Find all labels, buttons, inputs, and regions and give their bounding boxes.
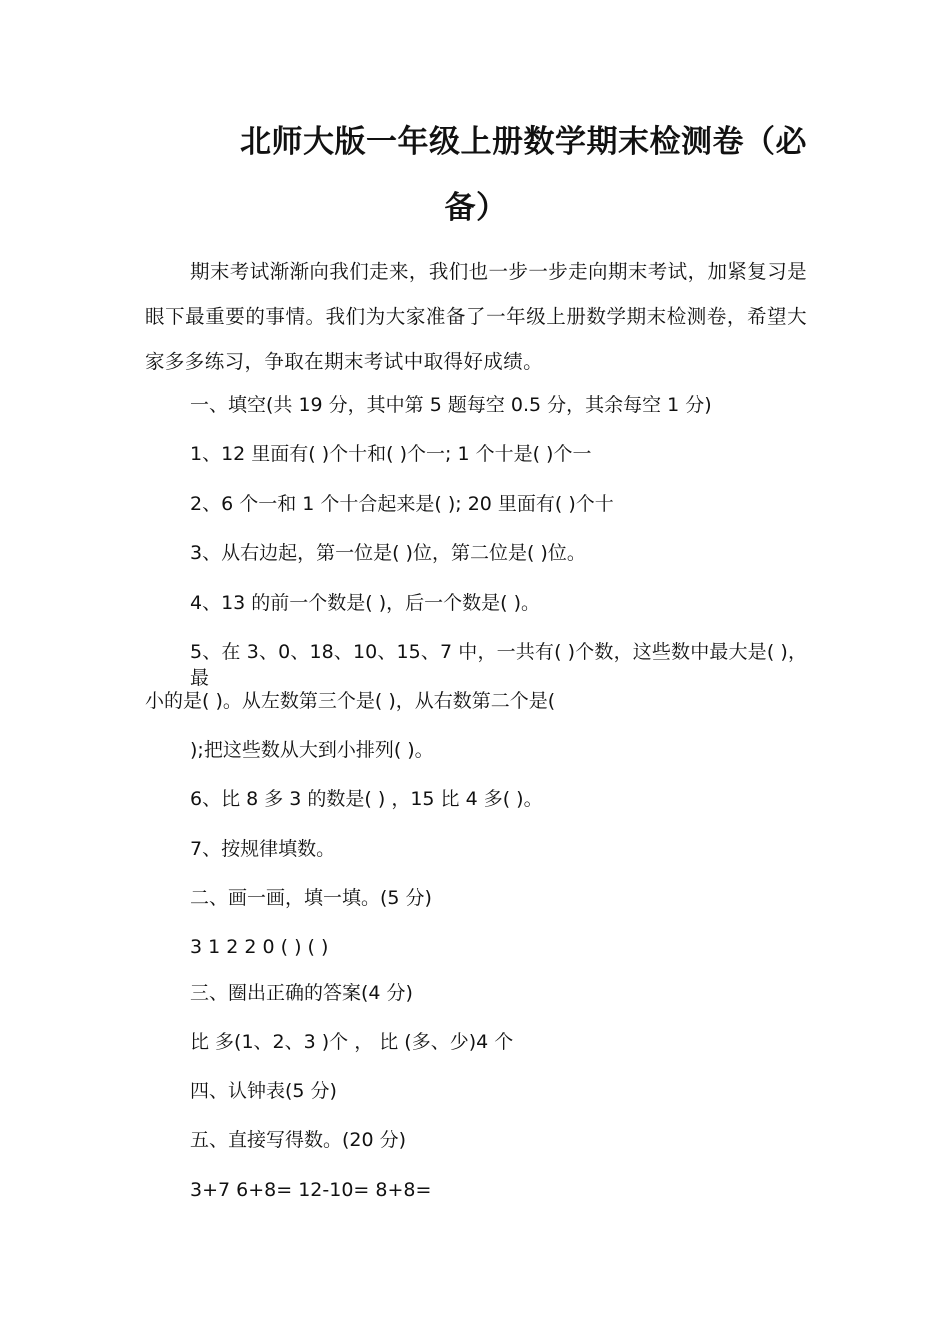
- question-3: 3、从右边起，第一位是( )位，第二位是( )位。: [190, 542, 586, 564]
- section-5-problems: 3+7 6+8= 12-10= 8+8=: [190, 1179, 432, 1201]
- section-3-heading: 三、圈出正确的答案(4 分): [190, 982, 413, 1004]
- section-1-heading: 一、填空(共 19 分，其中第 5 题每空 0.5 分，其余每空 1 分): [190, 394, 712, 416]
- question-5-line-2: 小的是( )。从左数第三个是( )，从右数第二个是(: [145, 690, 556, 712]
- question-6: 6、比 8 多 3 的数是( ) ，15 比 4 多( )。: [190, 788, 543, 810]
- section-4-heading: 四、认钟表(5 分): [190, 1080, 337, 1102]
- question-5-line-3: );把这些数从大到小排列( )。: [190, 739, 434, 761]
- question-1: 1、12 里面有( )个十和( )个一; 1 个十是( )个一: [190, 443, 592, 465]
- section-2-sequence: 3 1 2 2 0 ( ) ( ): [190, 936, 329, 958]
- question-2: 2、6 个一和 1 个十合起来是( ); 20 里面有( )个十: [190, 493, 614, 515]
- document-title-line-2: 备）: [444, 190, 508, 226]
- question-7: 7、按规律填数。: [190, 838, 336, 860]
- document-title-line-1: 北师大版一年级上册数学期末检测卷（必: [240, 124, 807, 160]
- section-5-heading: 五、直接写得数。(20 分): [190, 1129, 407, 1151]
- section-2-heading: 二、画一画，填一填。(5 分): [190, 887, 432, 909]
- section-3-question: 比 多(1、2、3 )个 ， 比 (多、少)4 个: [190, 1031, 514, 1053]
- intro-paragraph: 期末考试渐渐向我们走来，我们也一步一步走向期末考试，加紧复习是眼下最重要的事情。我们为大家准备了一年级上册数学期末检测卷，希望大家多多练习，争取在期末考试中取得好成绩。: [145, 260, 807, 373]
- question-4: 4、13 的前一个数是( )，后一个数是( )。: [190, 592, 541, 614]
- question-5-line-1: 5、在 3、0、18、10、15、7 中，一共有( )个数，这些数中最大是( )，最: [190, 641, 807, 689]
